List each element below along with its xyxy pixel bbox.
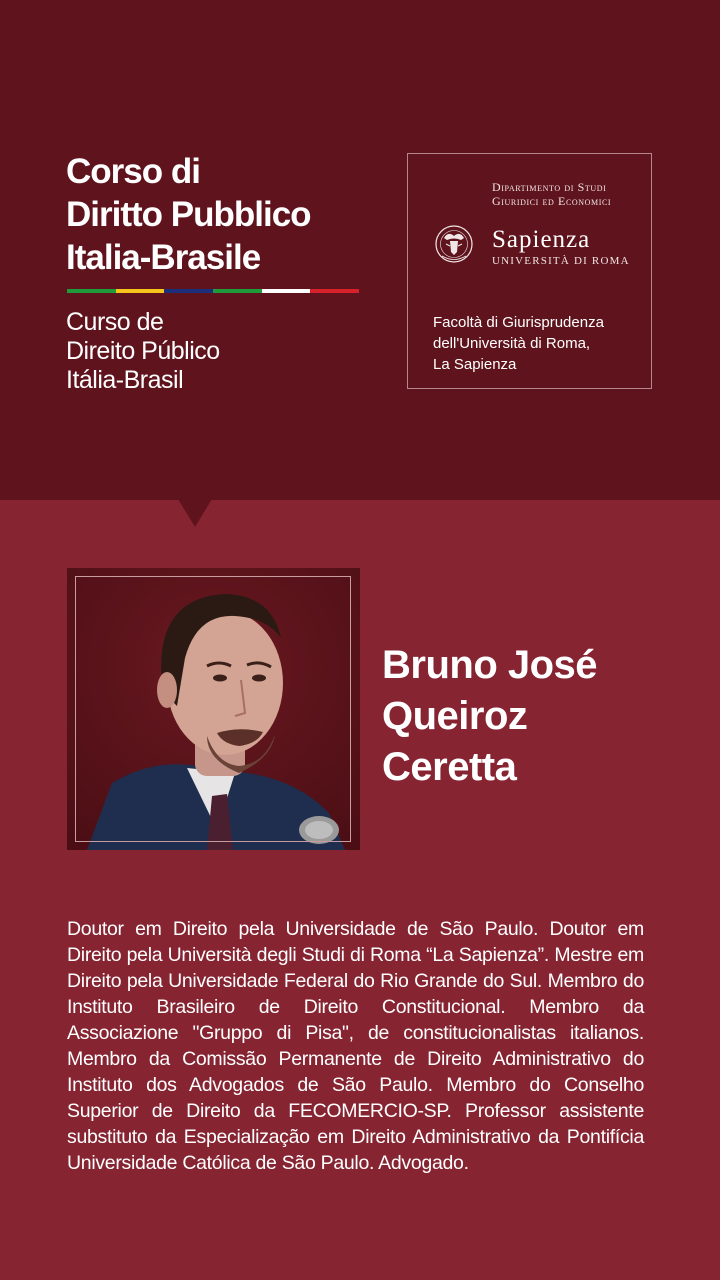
department-name — [492, 180, 611, 208]
speaker-name-line: Bruno José — [382, 643, 598, 687]
speaker-name-line: Ceretta — [382, 745, 517, 789]
course-title-it-line: Diritto Pubblico — [66, 195, 311, 234]
department-line: Giuridici ed Economici — [492, 194, 612, 208]
institution-logo-box — [407, 153, 652, 389]
speaker-photo — [67, 568, 360, 850]
speaker-name-line: Queiroz — [382, 694, 528, 738]
faculty-line: Facoltà di Giurisprudenza — [433, 314, 604, 331]
faculty-line: La Sapienza — [433, 356, 517, 373]
flag-stripe-segment — [262, 289, 311, 293]
photo-frame — [75, 576, 351, 842]
course-title-pt-line: Itália-Brasil — [66, 366, 184, 394]
speaker-biography: Doutor em Direito pela Universidade de São Paulo. Doutor em Direito pela Università degli Studi di Roma “La Sapienza”. Mestre em Direito pela Universidade Federal do Rio Grande do Sul. Membro do Instituto Brasileiro de Direito Constitucional. Membro da Associazione "Gruppo di Pisa", de constitucionalistas italianos. Membro da Comissão Permanente de Direito Administrativo do Instituto dos Advogados de São Paulo. Membro do Conselho Superior de Direito da FECOMERCIO-SP. Professor assistente substituto da Especialização em Direito Administrativo da Pontifícia Universidade Católica de São Paulo. Advogado. — [67, 917, 644, 1174]
flag-color-stripe — [67, 289, 359, 293]
course-title-it-line: Corso di — [66, 152, 200, 191]
faculty-line: dell'Università di Roma, — [433, 335, 591, 352]
speaker-name — [382, 640, 597, 793]
faculty-name — [433, 312, 604, 375]
flag-stripe-segment — [213, 289, 262, 293]
flag-stripe-segment — [310, 289, 359, 293]
section-pointer — [178, 499, 212, 527]
course-title-pt-line: Curso de — [66, 308, 164, 336]
flag-stripe-segment — [116, 289, 165, 293]
sapienza-seal-icon — [434, 222, 474, 270]
course-title-italian — [66, 150, 311, 279]
course-title-pt-line: Direito Público — [66, 337, 220, 365]
course-title-portuguese — [66, 308, 220, 395]
flag-stripe-segment — [67, 289, 116, 293]
flag-stripe-segment — [164, 289, 213, 293]
university-name: Sapienza — [492, 226, 591, 253]
department-line: Dipartimento di Studi — [492, 180, 607, 194]
university-subtitle: UNIVERSITÀ DI ROMA — [492, 255, 630, 267]
course-title-it-line: Italia-Brasile — [66, 238, 261, 277]
